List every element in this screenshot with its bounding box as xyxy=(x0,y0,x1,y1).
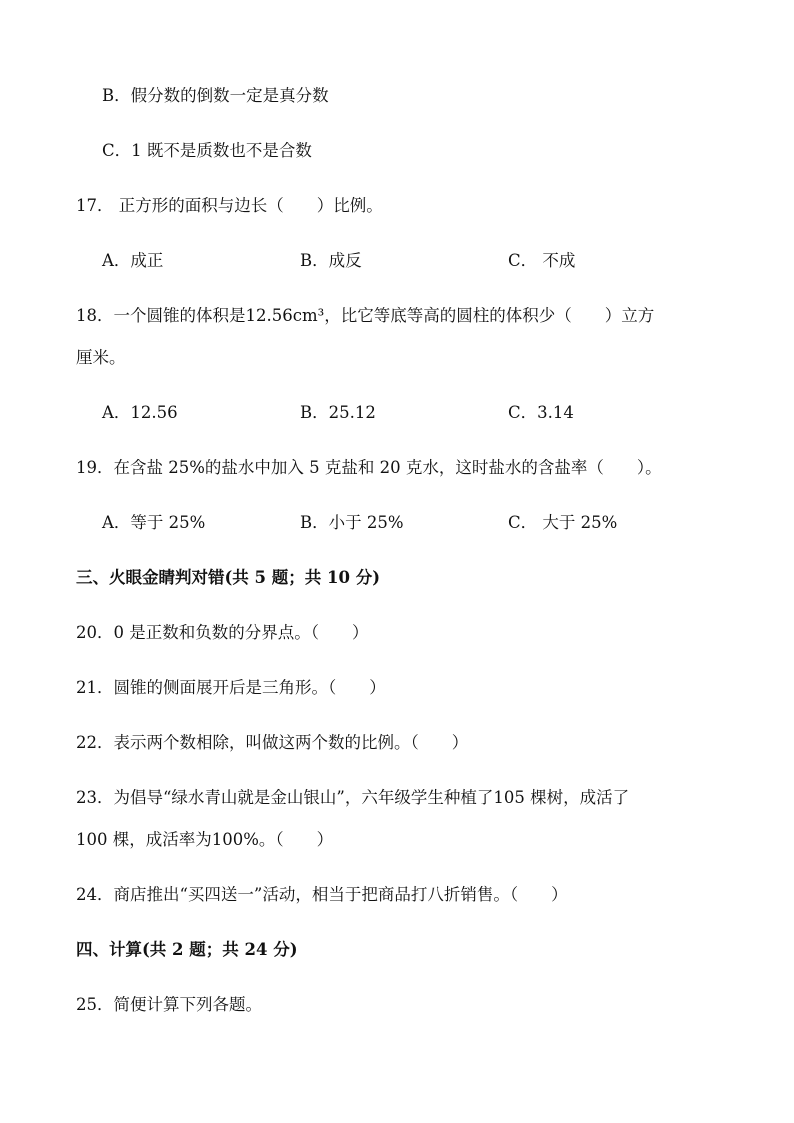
question-22-text: 22．表示两个数相除，叫做这两个数的比例。（ ） xyxy=(76,733,469,752)
question-17-text: 17． 正方形的面积与边长（ ）比例。 xyxy=(76,196,383,215)
question-16-option-b: B．假分数的倒数一定是真分数 xyxy=(102,86,329,105)
question-24-text: 24．商店推出“买四送一”活动，相当于把商品打八折销售。（ ） xyxy=(76,885,568,904)
question-17-option-c: C． 不成 xyxy=(508,251,576,270)
question-18-text-line-2: 厘米。 xyxy=(76,348,126,367)
question-17-option-b: B．成反 xyxy=(300,251,362,270)
question-20-text: 20．0 是正数和负数的分界点。（ ） xyxy=(76,623,369,642)
question-23-text-line-2: 100 棵，成活率为100%。（ ） xyxy=(76,830,334,849)
question-19-option-c: C． 大于 25% xyxy=(508,513,618,532)
question-23-text-line-1: 23．为倡导“绿水青山就是金山银山”，六年级学生种植了105 棵树，成活了 xyxy=(76,788,630,807)
question-18-text-line-1: 18．一个圆锥的体积是12.56cm³，比它等底等高的圆柱的体积少（ ）立方 xyxy=(76,306,655,325)
question-25-text: 25．简便计算下列各题。 xyxy=(76,995,262,1014)
question-18-option-a: A．12.56 xyxy=(102,403,178,422)
question-17-option-a: A．成正 xyxy=(102,251,164,270)
question-19-text: 19．在含盐 25%的盐水中加入 5 克盐和 20 克水，这时盐水的含盐率（ ）。 xyxy=(76,458,662,477)
question-18-option-c: C．3.14 xyxy=(508,403,574,422)
question-19-option-a: A．等于 25% xyxy=(102,513,206,532)
question-16-option-c: C．1 既不是质数也不是合数 xyxy=(102,141,312,160)
question-19-option-b: B．小于 25% xyxy=(300,513,404,532)
section-3-heading: 三、火眼金睛判对错(共 5 题；共 10 分) xyxy=(76,568,381,587)
question-21-text: 21．圆锥的侧面展开后是三角形。（ ） xyxy=(76,678,386,697)
question-18-option-b: B．25.12 xyxy=(300,403,376,422)
section-4-heading: 四、计算(共 2 题；共 24 分) xyxy=(76,940,298,959)
